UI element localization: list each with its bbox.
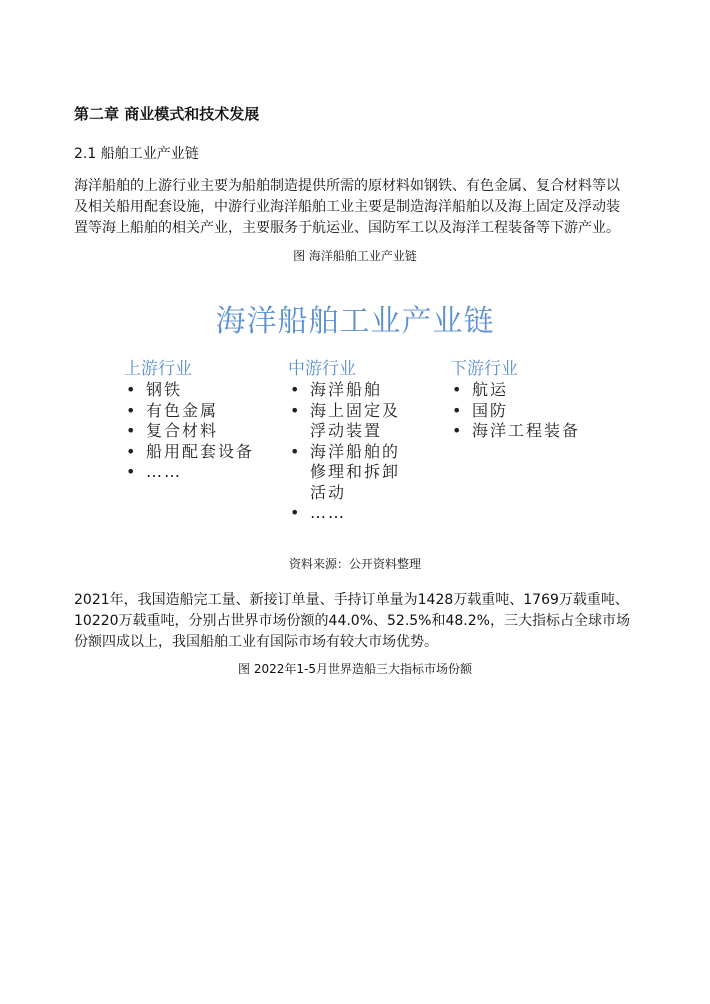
list-item: • …… xyxy=(124,462,254,483)
midstream-list xyxy=(288,380,414,524)
list-item: • 复合材料 xyxy=(124,421,254,442)
list-item: • 海洋船舶的修理和拆卸活动 xyxy=(288,442,414,504)
column-title: 下游行业 xyxy=(450,359,518,379)
paragraph-line: 海洋船舶的上游行业主要为船舶制造提供所需的原材料如钢铁、有色金属、复合材料等以 xyxy=(74,178,620,194)
paragraph-line: 及相关船用配套设施，中游行业海洋船舶工业主要是制造海洋船舶以及海上固定及浮动装 xyxy=(74,199,620,215)
column-title: 上游行业 xyxy=(124,359,192,379)
chapter-title: 第二章 商业模式和技术发展 xyxy=(74,105,260,123)
downstream-list xyxy=(450,380,612,442)
list-item: • 国防 xyxy=(450,401,612,422)
industry-chain-figure xyxy=(110,288,600,528)
upstream-column xyxy=(124,354,254,483)
section-title: 2.1 船舶工业产业链 xyxy=(74,146,199,162)
downstream-column xyxy=(450,354,612,442)
source-note: 资料来源：公开资料整理 xyxy=(288,557,421,571)
paragraph-line: 置等海上船舶的相关产业，主要服务于航运业、国防军工以及海洋工程装备等下游产业。 xyxy=(74,220,620,236)
paragraph-upstream xyxy=(74,176,640,239)
list-item: • 海洋船舶 xyxy=(288,380,414,401)
midstream-column xyxy=(288,354,414,524)
column-title: 中游行业 xyxy=(288,359,356,379)
list-item: • 有色金属 xyxy=(124,401,254,422)
list-item: • 钢铁 xyxy=(124,380,254,401)
list-item: • 海洋工程装备 xyxy=(450,421,612,442)
paragraph-line: 2021年，我国造船完工量、新接订单量、手持订单量为1428万载重吨、1769万载重吨、 xyxy=(74,592,629,608)
list-item: • 航运 xyxy=(450,380,612,401)
figure-caption: 图 海洋船舶工业产业链 xyxy=(293,249,417,263)
figure-title: 海洋船舶工业产业链 xyxy=(215,304,495,339)
list-item: • 海上固定及浮动装置 xyxy=(288,401,414,442)
list-item: • …… xyxy=(288,503,414,524)
list-item: • 船用配套设备 xyxy=(124,442,254,463)
upstream-list xyxy=(124,380,254,483)
paragraph-market-share xyxy=(74,590,640,653)
figure-caption: 图 2022年1-5月世界造船三大指标市场份额 xyxy=(238,662,472,676)
paragraph-line: 份额四成以上，我国船舶工业有国际市场有较大市场优势。 xyxy=(74,634,438,650)
paragraph-line: 10220万载重吨，分别占世界市场份额的44.0%、52.5%和48.2%，三大指标占全球市场 xyxy=(74,613,630,629)
